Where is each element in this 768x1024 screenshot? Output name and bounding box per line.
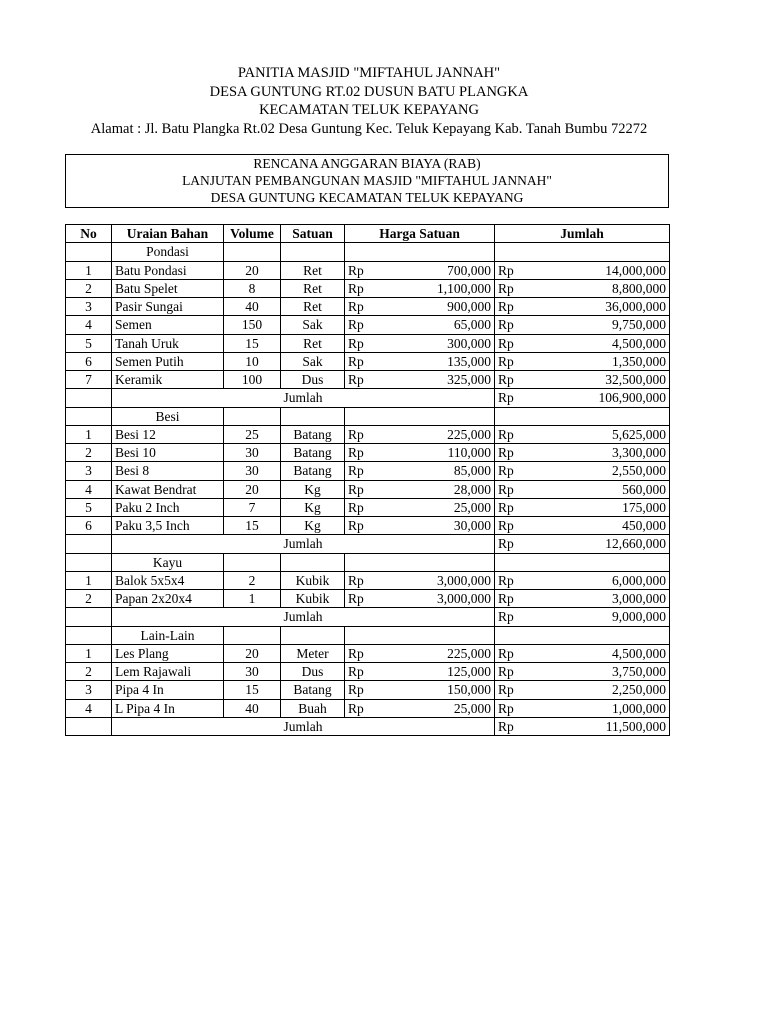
item-uraian: Pipa 4 In: [112, 681, 224, 699]
currency-label: Rp: [495, 535, 525, 553]
currency-label: Rp: [345, 298, 375, 316]
item-no: 3: [66, 462, 112, 480]
currency-label: Rp: [495, 444, 525, 462]
table-body: [66, 243, 670, 736]
item-uraian: Besi 10: [112, 444, 224, 462]
item-jumlah: 4,500,000: [525, 644, 670, 662]
item-uraian: Pasir Sungai: [112, 298, 224, 316]
section-total: 12,660,000: [525, 535, 670, 553]
item-volume: 30: [224, 462, 281, 480]
section-row: [66, 553, 670, 571]
item-jumlah: 1,350,000: [525, 352, 670, 370]
currency-label: Rp: [345, 699, 375, 717]
table-row: [66, 261, 670, 279]
item-harga: 135,000: [375, 352, 495, 370]
item-jumlah: 3,300,000: [525, 444, 670, 462]
item-volume: 15: [224, 334, 281, 352]
item-volume: 30: [224, 444, 281, 462]
empty-cell: [495, 243, 670, 261]
item-harga: 325,000: [375, 371, 495, 389]
total-label: Jumlah: [112, 717, 495, 735]
section-total-row: [66, 608, 670, 626]
item-satuan: Ret: [281, 261, 345, 279]
currency-label: Rp: [345, 352, 375, 370]
section-total-row: [66, 717, 670, 735]
empty-cell: [281, 626, 345, 644]
item-harga: 700,000: [375, 261, 495, 279]
empty-cell: [224, 407, 281, 425]
item-harga: 25,000: [375, 498, 495, 516]
item-uraian: Lem Rajawali: [112, 663, 224, 681]
currency-label: Rp: [345, 681, 375, 699]
item-no: 1: [66, 261, 112, 279]
table-row: [66, 462, 670, 480]
item-no: 2: [66, 279, 112, 297]
item-harga: 28,000: [375, 480, 495, 498]
section-total: 106,900,000: [525, 389, 670, 407]
item-jumlah: 1,000,000: [525, 699, 670, 717]
item-satuan: Batang: [281, 681, 345, 699]
item-jumlah: 6,000,000: [525, 571, 670, 589]
org-district: KECAMATAN TELUK KEPAYANG: [259, 102, 479, 118]
item-no: 2: [66, 663, 112, 681]
item-satuan: Ret: [281, 334, 345, 352]
item-uraian: Besi 12: [112, 425, 224, 443]
empty-cell: [66, 626, 112, 644]
section-title: Kayu: [112, 553, 224, 571]
empty-cell: [345, 407, 495, 425]
org-name: PANITIA MASJID "MIFTAHUL JANNAH": [237, 65, 501, 81]
header-jumlah: Jumlah: [495, 225, 670, 243]
item-harga: 225,000: [375, 644, 495, 662]
table-row: [66, 334, 670, 352]
table-row: [66, 681, 670, 699]
item-volume: 20: [224, 644, 281, 662]
item-volume: 30: [224, 663, 281, 681]
currency-label: Rp: [345, 279, 375, 297]
table-row: [66, 590, 670, 608]
empty-cell: [345, 626, 495, 644]
table-row: [66, 444, 670, 462]
item-no: 1: [66, 425, 112, 443]
item-harga: 300,000: [375, 334, 495, 352]
item-no: 4: [66, 480, 112, 498]
currency-label: Rp: [495, 571, 525, 589]
section-row: [66, 243, 670, 261]
item-harga: 85,000: [375, 462, 495, 480]
currency-label: Rp: [345, 498, 375, 516]
item-uraian: Batu Pondasi: [112, 261, 224, 279]
section-total-row: [66, 389, 670, 407]
currency-label: Rp: [495, 699, 525, 717]
item-uraian: Tanah Uruk: [112, 334, 224, 352]
item-no: 4: [66, 316, 112, 334]
item-volume: 15: [224, 517, 281, 535]
empty-cell: [66, 553, 112, 571]
total-label: Jumlah: [112, 608, 495, 626]
item-no: 7: [66, 371, 112, 389]
total-label: Jumlah: [112, 535, 495, 553]
item-no: 2: [66, 590, 112, 608]
item-jumlah: 3,750,000: [525, 663, 670, 681]
currency-label: Rp: [495, 298, 525, 316]
item-harga: 225,000: [375, 425, 495, 443]
currency-label: Rp: [495, 389, 525, 407]
empty-cell: [345, 243, 495, 261]
empty-cell: [495, 626, 670, 644]
item-harga: 30,000: [375, 517, 495, 535]
currency-label: Rp: [345, 517, 375, 535]
currency-label: Rp: [495, 663, 525, 681]
currency-label: Rp: [345, 644, 375, 662]
empty-cell: [66, 389, 112, 407]
empty-cell: [224, 626, 281, 644]
item-jumlah: 5,625,000: [525, 425, 670, 443]
item-jumlah: 14,000,000: [525, 261, 670, 279]
rab-title-box: [65, 154, 669, 208]
empty-cell: [66, 717, 112, 735]
item-satuan: Kg: [281, 517, 345, 535]
item-no: 5: [66, 334, 112, 352]
currency-label: Rp: [495, 681, 525, 699]
currency-label: Rp: [495, 334, 525, 352]
table-row: [66, 298, 670, 316]
currency-label: Rp: [495, 644, 525, 662]
currency-label: Rp: [495, 316, 525, 334]
section-row: [66, 626, 670, 644]
total-label: Jumlah: [112, 389, 495, 407]
section-total: 11,500,000: [525, 717, 670, 735]
item-volume: 20: [224, 480, 281, 498]
currency-label: Rp: [345, 590, 375, 608]
org-village: DESA GUNTUNG RT.02 DUSUN BATU PLANGKA: [209, 83, 529, 100]
item-jumlah: 3,000,000: [525, 590, 670, 608]
table-row: [66, 663, 670, 681]
currency-label: Rp: [495, 590, 525, 608]
item-uraian: Paku 2 Inch: [112, 498, 224, 516]
section-title: Besi: [112, 407, 224, 425]
item-harga: 125,000: [375, 663, 495, 681]
currency-label: Rp: [345, 334, 375, 352]
table-row: [66, 371, 670, 389]
currency-label: Rp: [345, 316, 375, 334]
item-harga: 25,000: [375, 699, 495, 717]
table-row: [66, 425, 670, 443]
currency-label: Rp: [345, 261, 375, 279]
currency-label: Rp: [495, 261, 525, 279]
header-satuan: Satuan: [281, 225, 345, 243]
currency-label: Rp: [495, 517, 525, 535]
rab-subtitle: LANJUTAN PEMBANGUNAN MASJID "MIFTAHUL JANNAH": [182, 173, 552, 188]
item-jumlah: 2,550,000: [525, 462, 670, 480]
item-jumlah: 36,000,000: [525, 298, 670, 316]
item-uraian: Les Plang: [112, 644, 224, 662]
item-volume: 150: [224, 316, 281, 334]
currency-label: Rp: [495, 425, 525, 443]
table-row: [66, 352, 670, 370]
item-no: 2: [66, 444, 112, 462]
currency-label: Rp: [495, 498, 525, 516]
item-jumlah: 32,500,000: [525, 371, 670, 389]
header-uraian: Uraian Bahan: [112, 225, 224, 243]
item-satuan: Batang: [281, 444, 345, 462]
item-harga: 3,000,000: [375, 590, 495, 608]
item-no: 1: [66, 644, 112, 662]
currency-label: Rp: [345, 444, 375, 462]
table-row: [66, 699, 670, 717]
currency-label: Rp: [495, 717, 525, 735]
table-row: [66, 571, 670, 589]
item-harga: 1,100,000: [375, 279, 495, 297]
item-volume: 7: [224, 498, 281, 516]
rab-title: RENCANA ANGGARAN BIAYA (RAB): [253, 156, 481, 171]
item-jumlah: 2,250,000: [525, 681, 670, 699]
item-no: 6: [66, 517, 112, 535]
rab-location: DESA GUNTUNG KECAMATAN TELUK KEPAYANG: [210, 190, 524, 205]
item-jumlah: 9,750,000: [525, 316, 670, 334]
item-no: 5: [66, 498, 112, 516]
currency-label: Rp: [345, 571, 375, 589]
table-row: [66, 480, 670, 498]
item-volume: 8: [224, 279, 281, 297]
item-harga: 110,000: [375, 444, 495, 462]
empty-cell: [495, 553, 670, 571]
table-row: [66, 316, 670, 334]
item-volume: 40: [224, 298, 281, 316]
item-harga: 900,000: [375, 298, 495, 316]
section-total: 9,000,000: [525, 608, 670, 626]
item-jumlah: 560,000: [525, 480, 670, 498]
item-volume: 2: [224, 571, 281, 589]
empty-cell: [66, 608, 112, 626]
empty-cell: [66, 407, 112, 425]
item-no: 4: [66, 699, 112, 717]
header-volume: Volume: [224, 225, 281, 243]
item-volume: 1: [224, 590, 281, 608]
item-uraian: Semen Putih: [112, 352, 224, 370]
item-uraian: L Pipa 4 In: [112, 699, 224, 717]
item-satuan: Sak: [281, 352, 345, 370]
item-no: 6: [66, 352, 112, 370]
table-row: [66, 498, 670, 516]
table-header-row: [66, 225, 670, 243]
item-uraian: Kawat Bendrat: [112, 480, 224, 498]
empty-cell: [66, 243, 112, 261]
item-satuan: Ret: [281, 279, 345, 297]
item-uraian: Batu Spelet: [112, 279, 224, 297]
item-uraian: Besi 8: [112, 462, 224, 480]
table-row: [66, 644, 670, 662]
currency-label: Rp: [495, 371, 525, 389]
empty-cell: [495, 407, 670, 425]
table-row: [66, 279, 670, 297]
item-satuan: Dus: [281, 371, 345, 389]
item-satuan: Sak: [281, 316, 345, 334]
item-harga: 65,000: [375, 316, 495, 334]
section-row: [66, 407, 670, 425]
empty-cell: [224, 553, 281, 571]
item-volume: 10: [224, 352, 281, 370]
item-satuan: Batang: [281, 425, 345, 443]
document-header: [0, 64, 738, 138]
item-jumlah: 175,000: [525, 498, 670, 516]
item-uraian: Balok 5x5x4: [112, 571, 224, 589]
item-jumlah: 450,000: [525, 517, 670, 535]
item-satuan: Kubik: [281, 590, 345, 608]
currency-label: Rp: [495, 352, 525, 370]
item-satuan: Ret: [281, 298, 345, 316]
empty-cell: [281, 407, 345, 425]
rab-table: [65, 224, 670, 736]
currency-label: Rp: [345, 371, 375, 389]
empty-cell: [281, 553, 345, 571]
item-jumlah: 4,500,000: [525, 334, 670, 352]
item-satuan: Buah: [281, 699, 345, 717]
item-satuan: Dus: [281, 663, 345, 681]
item-volume: 20: [224, 261, 281, 279]
header-harga: Harga Satuan: [345, 225, 495, 243]
item-uraian: Semen: [112, 316, 224, 334]
item-volume: 15: [224, 681, 281, 699]
item-volume: 40: [224, 699, 281, 717]
currency-label: Rp: [345, 663, 375, 681]
item-satuan: Kg: [281, 498, 345, 516]
item-satuan: Meter: [281, 644, 345, 662]
item-jumlah: 8,800,000: [525, 279, 670, 297]
item-uraian: Paku 3,5 Inch: [112, 517, 224, 535]
item-no: 1: [66, 571, 112, 589]
currency-label: Rp: [345, 480, 375, 498]
item-harga: 150,000: [375, 681, 495, 699]
empty-cell: [281, 243, 345, 261]
item-uraian: Keramik: [112, 371, 224, 389]
currency-label: Rp: [495, 480, 525, 498]
item-volume: 100: [224, 371, 281, 389]
item-satuan: Batang: [281, 462, 345, 480]
item-volume: 25: [224, 425, 281, 443]
currency-label: Rp: [495, 462, 525, 480]
currency-label: Rp: [495, 279, 525, 297]
item-harga: 3,000,000: [375, 571, 495, 589]
section-total-row: [66, 535, 670, 553]
section-title: Lain-Lain: [112, 626, 224, 644]
item-no: 3: [66, 298, 112, 316]
currency-label: Rp: [345, 425, 375, 443]
currency-label: Rp: [495, 608, 525, 626]
empty-cell: [66, 535, 112, 553]
empty-cell: [224, 243, 281, 261]
header-no: No: [66, 225, 112, 243]
item-satuan: Kubik: [281, 571, 345, 589]
section-title: Pondasi: [112, 243, 224, 261]
item-no: 3: [66, 681, 112, 699]
item-uraian: Papan 2x20x4: [112, 590, 224, 608]
table-row: [66, 517, 670, 535]
empty-cell: [345, 553, 495, 571]
item-satuan: Kg: [281, 480, 345, 498]
org-address: Alamat : Jl. Batu Plangka Rt.02 Desa Guntung Kec. Teluk Kepayang Kab. Tanah Bumbu 72272: [90, 120, 648, 137]
currency-label: Rp: [345, 462, 375, 480]
